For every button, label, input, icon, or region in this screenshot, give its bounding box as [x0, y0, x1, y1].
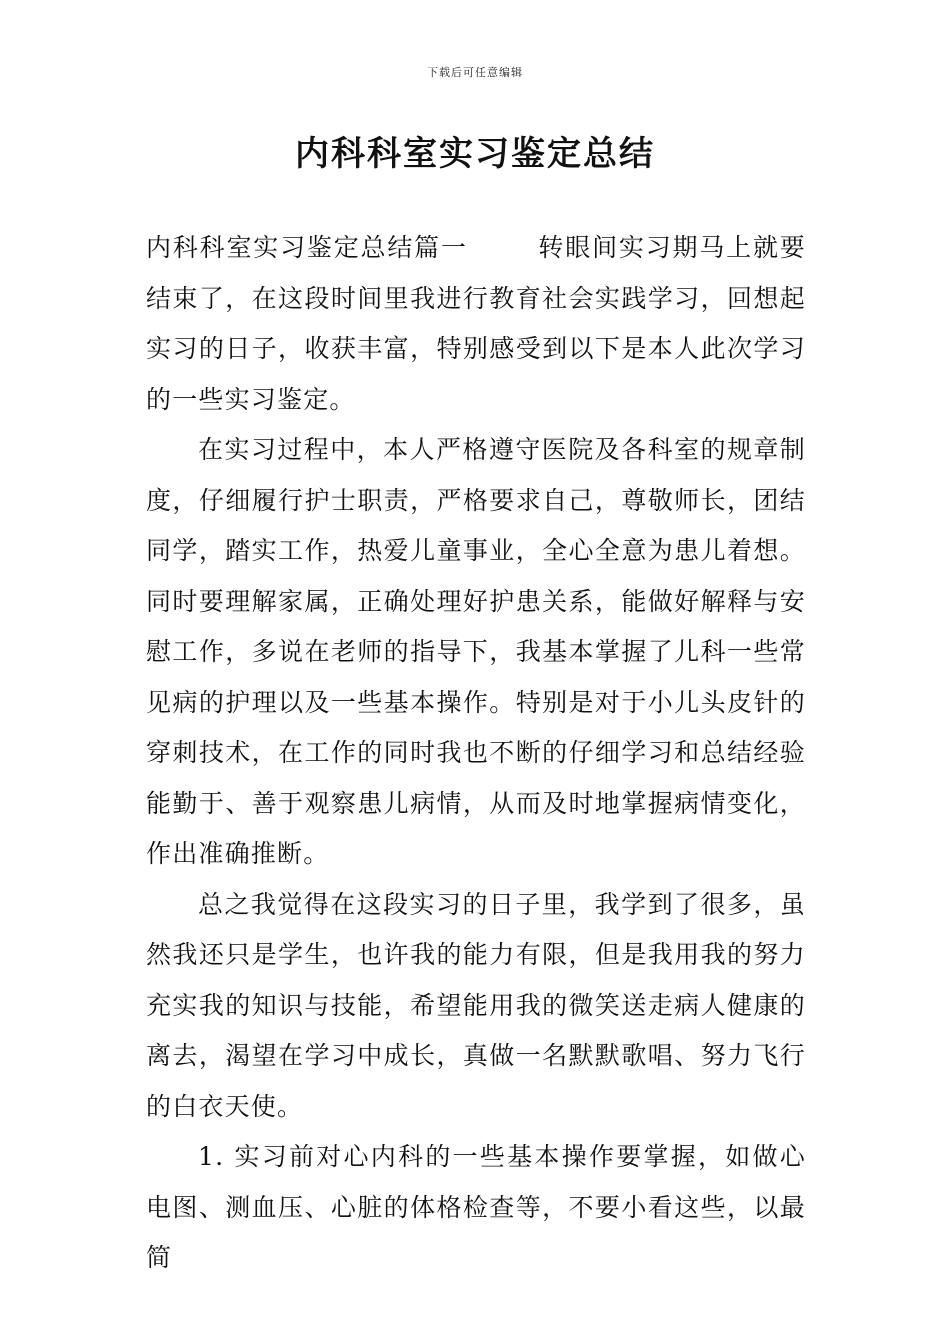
body-paragraph-2: 总之我觉得在这段实习的日子里，我学到了很多，虽然我还只是学生，也许我的能力有限，但是我用我的努力充实我的知识与技能，希望能用我的微笑送走病人健康的离去，渴望在学习中成长，真做一名默默歌唱、努力飞行的白衣天使。: [146, 889, 806, 1121]
body-paragraph-3: 1. 实习前对心内科的一些基本操作要掌握，如做心电图、测血压、心脏的体格检查等，不要小看这些，以最简: [146, 1142, 806, 1272]
document-body: [146, 223, 806, 1284]
intro-text: 转眼间实习期马上就要结束了，在这段时间里我进行教育社会实践学习，回想起实习的日子，收获丰富，特别感受到以下是本人此次学习的一些实习鉴定。: [146, 233, 806, 414]
header-note: 下载后可任意编辑: [427, 66, 523, 79]
intro-paragraph: [146, 223, 806, 425]
body-paragraph-1: 在实习过程中，本人严格遵守医院及各科室的规章制度，仔细履行护士职责，严格要求自己，尊敬师长，团结同学，踏实工作，热爱儿童事业，全心全意为患儿着想。同时要理解家属，正确处理好护患关系，能做好解释与安慰工作，多说在老师的指导下，我基本掌握了儿科一些常见病的护理以及一些基本操作。特别是对于小儿头皮针的穿刺技术，在工作的同时我也不断的仔细学习和总结经验能勤于、善于观察患儿病情，从而及时地掌握病情变化，作出准确推断。: [146, 435, 806, 868]
intro-lead: 内科科室实习鉴定总结篇一: [146, 233, 468, 262]
document-title: 内科科室实习鉴定总结: [295, 134, 655, 174]
